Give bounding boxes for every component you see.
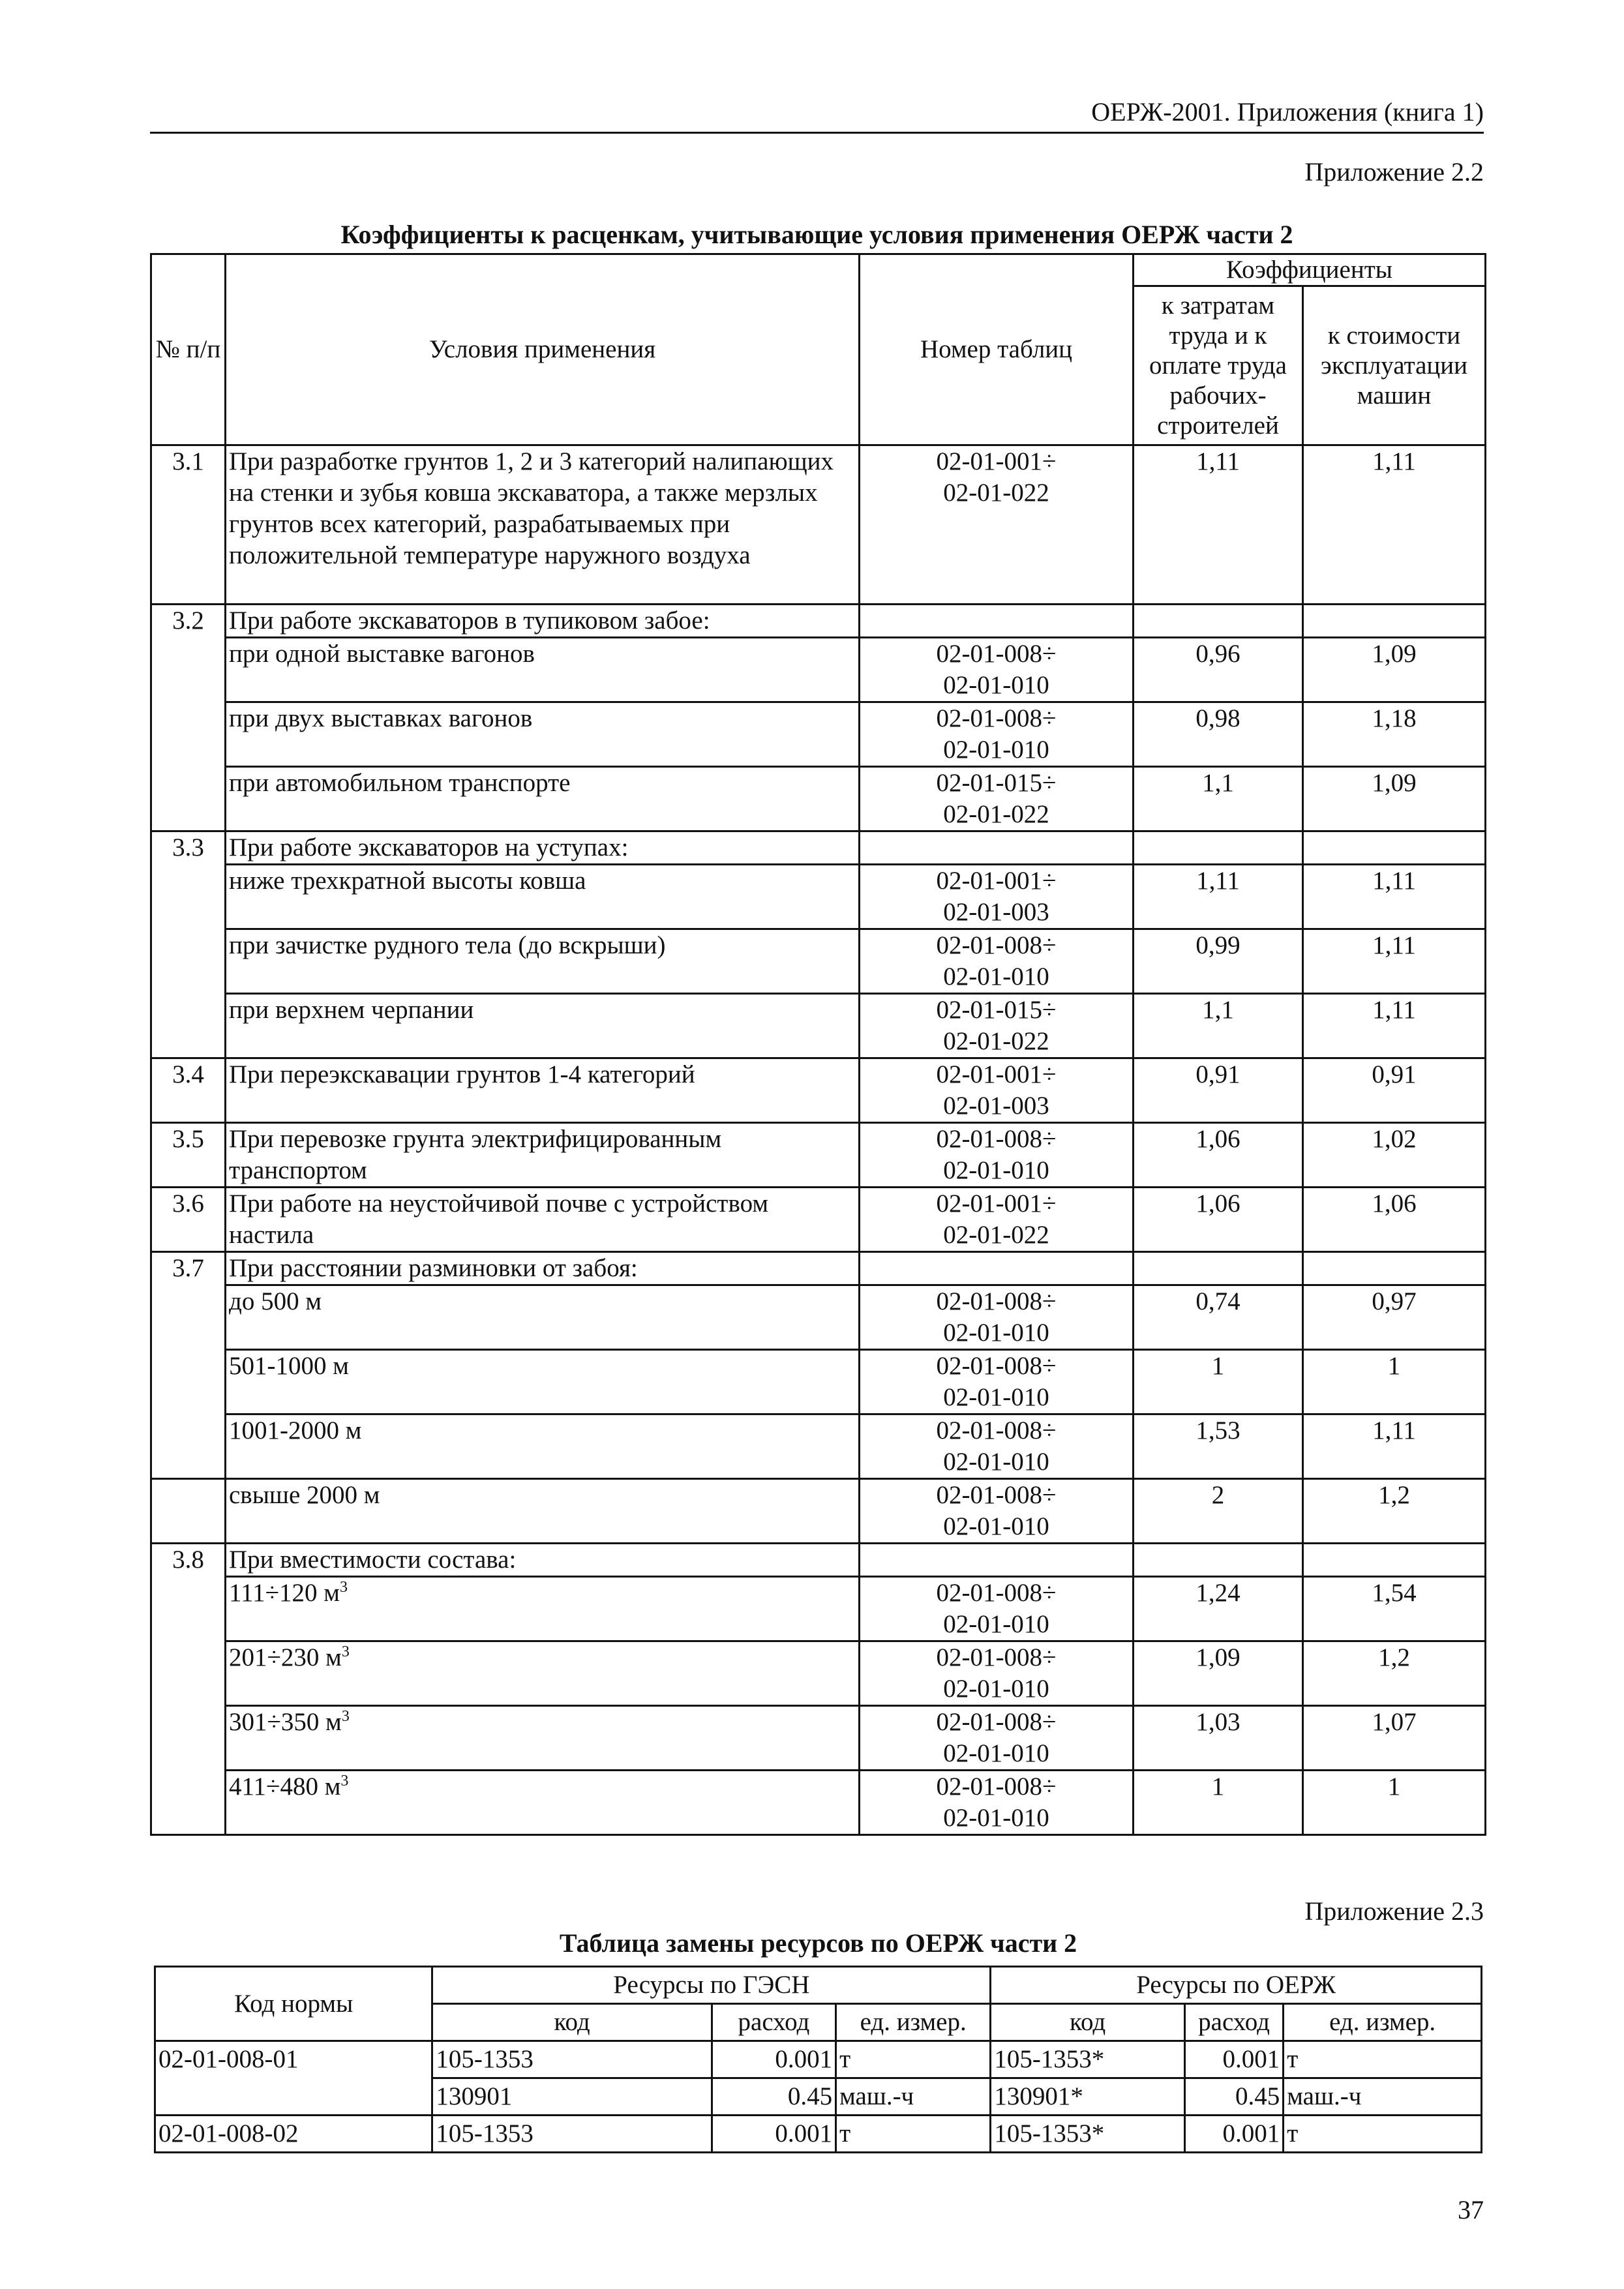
row-condition [226,1544,860,1577]
table-range-end: 02-01-010 [943,1156,1049,1184]
row-condition [226,767,860,831]
row-condition-text: При переэкскавации грунтов 1-4 категорий [229,1060,695,1088]
row-condition [226,1058,860,1123]
coefficients-table [150,253,1486,1836]
table-row [151,702,1486,767]
row-condition-text: 411÷480 м [229,1773,341,1801]
row-tables [860,1188,1134,1252]
row-condition [226,929,860,994]
row-machine-coef: 0,91 [1303,1058,1486,1123]
row-condition [226,1641,860,1706]
col-g-rate-header: расход [712,2004,835,2041]
row-tables [860,1123,1134,1188]
row-condition-text: при зачистке рудного тела (до вскрыши) [229,931,666,959]
row-labor-coef: 1,06 [1134,1188,1303,1252]
row-condition-text: При разработке грунтов 1, 2 и 3 категорий налипающих на стенки и зубья ковша экскаватора, а также мерзлых грунтов всех категорий, разрабатываемых при положительной температуре наружного воздуха [229,447,834,569]
table-row [151,1058,1486,1123]
row-tables [860,702,1134,767]
row-num: 3.1 [151,445,226,605]
row-condition-text: При расстоянии разминовки от забоя: [229,1254,638,1282]
table-row [151,1577,1486,1641]
table-range-end: 02-01-010 [943,1383,1049,1411]
row-num [151,865,226,929]
row-tables [860,767,1134,831]
row-condition [226,1123,860,1188]
table-row [151,1123,1486,1188]
row-num: 3.4 [151,1058,226,1123]
table-range-start: 02-01-008÷ [936,1708,1057,1736]
table-title: Коэффициенты к расценкам, учитывающие условия применения ОЕРЖ части 2 [340,220,1293,249]
table-range-end: 02-01-010 [943,736,1049,764]
col-conditions-header: Условия применения [226,254,860,445]
unit-superscript: 3 [341,1643,350,1660]
cell-gesn-rate: 0.45 [712,2078,835,2116]
row-tables [860,1414,1134,1479]
row-machine-coef: 1,11 [1303,1414,1486,1479]
table-range-end: 02-01-022 [943,800,1049,828]
row-tables [860,1706,1134,1771]
row-tables [860,1350,1134,1414]
table-row [151,1350,1486,1414]
row-condition [226,831,860,865]
row-machine-coef: 1,11 [1303,865,1486,929]
table-row [151,1285,1486,1350]
unit-superscript: 3 [341,1708,350,1725]
table-row [151,865,1486,929]
cell-gesn-unit: маш.-ч [836,2078,991,2116]
row-condition-text: При работе экскаваторов в тупиковом забое: [229,606,710,635]
table-range-start: 02-01-008÷ [936,1352,1057,1380]
row-machine-coef: 1,11 [1303,994,1486,1058]
table-row [151,445,1486,605]
row-condition-text: при автомобильном транспорте [229,769,571,797]
row-num [151,638,226,702]
table-range-start: 02-01-001÷ [936,1189,1057,1218]
row-condition-text: ниже трехкратной высоты ковша [229,867,586,895]
cell-oerzh-unit: т [1284,2041,1482,2078]
row-num [151,1285,226,1350]
unit-superscript: 3 [339,1579,348,1596]
row-machine-coef: 1,07 [1303,1706,1486,1771]
row-num: 3.5 [151,1123,226,1188]
table-range-start: 02-01-001÷ [936,867,1057,895]
cell-oerzh-code: 105-1353* [991,2041,1185,2078]
table-row [151,1479,1486,1544]
row-num [151,994,226,1058]
row-labor-coef [1134,605,1303,638]
row-num [151,1479,226,1544]
table-range-start: 02-01-001÷ [936,1060,1057,1088]
table-range-start: 02-01-001÷ [936,447,1057,475]
row-num [151,1706,226,1771]
col-g-unit-header: ед. измер. [836,2004,991,2041]
col-tables-header: Номер таблиц [860,254,1134,445]
table-range-end: 02-01-010 [943,1675,1049,1703]
row-num [151,1414,226,1479]
row-condition [226,605,860,638]
row-machine-coef: 1,2 [1303,1641,1486,1706]
row-machine-coef: 1,09 [1303,638,1486,702]
row-labor-coef: 1,1 [1134,767,1303,831]
row-condition [226,1414,860,1479]
cell-oerzh-rate: 0.001 [1184,2116,1283,2153]
table-range-end: 02-01-003 [943,1092,1049,1120]
col-o-rate-header: расход [1184,2004,1283,2041]
row-machine-coef: 1,11 [1303,929,1486,994]
row-condition-text: При перевозке грунта электрифицированным транспортом [229,1125,722,1184]
row-num: 3.7 [151,1252,226,1285]
row-labor-coef: 1,1 [1134,994,1303,1058]
row-tables [860,1285,1134,1350]
row-machine-coef [1303,605,1486,638]
row-machine-coef: 1,18 [1303,702,1486,767]
table-range-end: 02-01-022 [943,479,1049,507]
table-row [151,1414,1486,1479]
row-condition [226,1285,860,1350]
row-num [151,1641,226,1706]
cell-oerzh-unit: т [1284,2116,1482,2153]
row-tables [860,831,1134,865]
row-machine-coef: 1,02 [1303,1123,1486,1188]
appendix2-label: Приложение 2.3 [1304,1896,1484,1926]
row-labor-coef: 1,09 [1134,1641,1303,1706]
row-condition-text: При вместимости состава: [229,1546,517,1574]
table-range-start: 02-01-015÷ [936,996,1057,1024]
table-range-start: 02-01-008÷ [936,1643,1057,1671]
row-machine-coef [1303,1252,1486,1285]
table-row [151,1544,1486,1577]
row-condition [226,638,860,702]
row-labor-coef: 1,06 [1134,1123,1303,1188]
row-condition [226,865,860,929]
running-header: ОЕРЖ-2001. Приложения (книга 1) [1091,97,1484,127]
cell-gesn-unit: т [836,2116,991,2153]
row-num: 3.6 [151,1188,226,1252]
table-range-start: 02-01-008÷ [936,1481,1057,1509]
table2-title: Таблица замены ресурсов по ОЕРЖ части 2 [559,1928,1077,1958]
row-num [151,1577,226,1641]
row-condition [226,1479,860,1544]
table-range-start: 02-01-008÷ [936,640,1057,668]
table-range-start: 02-01-008÷ [936,1579,1057,1607]
table-range-start: 02-01-015÷ [936,769,1057,797]
row-tables [860,865,1134,929]
cell-oerzh-code: 105-1353* [991,2116,1185,2153]
row-machine-coef: 1,06 [1303,1188,1486,1252]
row-labor-coef: 1 [1134,1771,1303,1835]
row-labor-coef [1134,1252,1303,1285]
row-tables [860,1479,1134,1544]
row-condition-text: 1001-2000 м [229,1416,362,1444]
table-range-start: 02-01-008÷ [936,1416,1057,1444]
row-condition [226,1706,860,1771]
table-row [155,2041,1482,2078]
col-coef-group-header: Коэффициенты [1134,254,1486,286]
table-range-end: 02-01-010 [943,1448,1049,1476]
row-condition [226,1188,860,1252]
table-row [151,605,1486,638]
table-row [151,1252,1486,1285]
table-range-end: 02-01-010 [943,1804,1049,1832]
row-condition [226,1252,860,1285]
cell-gesn-rate: 0.001 [712,2116,835,2153]
cell-gesn-unit: т [836,2041,991,2078]
row-labor-coef: 1,03 [1134,1706,1303,1771]
header-rule [150,132,1484,134]
col-code-norm-header: Код нормы [155,1967,432,2041]
row-num [151,929,226,994]
row-condition-text: при верхнем черпании [229,996,474,1024]
table-row [151,767,1486,831]
row-tables [860,1641,1134,1706]
cell-gesn-code: 105-1353 [432,2116,712,2153]
table-range-end: 02-01-010 [943,671,1049,699]
row-tables [860,1252,1134,1285]
row-condition-text: при одной выставке вагонов [229,640,535,668]
row-tables [860,994,1134,1058]
table-row [151,1188,1486,1252]
row-condition [226,994,860,1058]
row-condition-text: 201÷230 м [229,1643,342,1671]
row-condition-text: При работе экскаваторов на уступах: [229,833,629,861]
row-tables [860,1577,1134,1641]
row-labor-coef: 1,53 [1134,1414,1303,1479]
cell-gesn-code: 130901 [432,2078,712,2116]
row-num: 3.3 [151,831,226,865]
cell-gesn-rate: 0.001 [712,2041,835,2078]
row-machine-coef [1303,831,1486,865]
table-range-start: 02-01-008÷ [936,704,1057,732]
row-labor-coef: 2 [1134,1479,1303,1544]
table-range-end: 02-01-022 [943,1221,1049,1249]
row-tables [860,1544,1134,1577]
row-labor-coef: 0,74 [1134,1285,1303,1350]
row-num: 3.2 [151,605,226,638]
table-row [151,1771,1486,1835]
page-number: 37 [1458,2195,1484,2224]
table-row [151,1641,1486,1706]
row-condition-text: до 500 м [229,1287,322,1315]
row-condition-text: при двух выставках вагонов [229,704,533,732]
cell-norm-code [155,2078,432,2116]
table-range-end: 02-01-003 [943,898,1049,926]
row-condition [226,1577,860,1641]
row-machine-coef: 1 [1303,1771,1486,1835]
row-machine-coef: 1,11 [1303,445,1486,605]
col-o-unit-header: ед. измер. [1284,2004,1482,2041]
row-tables [860,1058,1134,1123]
row-labor-coef [1134,831,1303,865]
row-tables [860,445,1134,605]
col-o-code-header: код [991,2004,1185,2041]
row-num [151,1771,226,1835]
table-range-start: 02-01-008÷ [936,1287,1057,1315]
row-labor-coef [1134,1544,1303,1577]
col-num-header: № п/п [151,254,226,445]
col-labor-header: к затратам труда и к оплате труда рабочих-строителей [1134,286,1303,445]
row-labor-coef: 0,91 [1134,1058,1303,1123]
row-labor-coef: 0,96 [1134,638,1303,702]
row-condition-text: 301÷350 м [229,1708,342,1736]
row-machine-coef: 1 [1303,1350,1486,1414]
table-range-end: 02-01-010 [943,1739,1049,1767]
cell-oerzh-rate: 0.45 [1184,2078,1283,2116]
col-gesn-header: Ресурсы по ГЭСН [432,1967,991,2004]
table-row [155,2078,1482,2116]
row-condition-text: 111÷120 м [229,1579,340,1607]
cell-oerzh-rate: 0.001 [1184,2041,1283,2078]
resources-table [154,1966,1482,2153]
col-g-code-header: код [432,2004,712,2041]
cell-oerzh-unit: маш.-ч [1284,2078,1482,2116]
table-range-start: 02-01-008÷ [936,1125,1057,1153]
row-tables [860,605,1134,638]
cell-norm-code: 02-01-008-01 [155,2041,432,2078]
table-range-end: 02-01-010 [943,1319,1049,1347]
table-row [151,929,1486,994]
table-row [155,2116,1482,2153]
row-tables [860,638,1134,702]
row-machine-coef: 1,2 [1303,1479,1486,1544]
row-condition [226,1771,860,1835]
cell-norm-code: 02-01-008-02 [155,2116,432,2153]
row-tables [860,929,1134,994]
row-tables [860,1771,1134,1835]
row-labor-coef: 1 [1134,1350,1303,1414]
row-num: 3.8 [151,1544,226,1577]
row-labor-coef: 0,98 [1134,702,1303,767]
row-machine-coef [1303,1544,1486,1577]
table-range-start: 02-01-008÷ [936,931,1057,959]
row-num [151,767,226,831]
cell-gesn-code: 105-1353 [432,2041,712,2078]
row-condition-text: При работе на неустойчивой почве с устройством настила [229,1189,769,1249]
table-row [151,994,1486,1058]
row-condition [226,445,860,605]
row-machine-coef: 1,09 [1303,767,1486,831]
row-labor-coef: 1,24 [1134,1577,1303,1641]
row-condition [226,702,860,767]
row-labor-coef: 1,11 [1134,445,1303,605]
row-condition-text: свыше 2000 м [229,1481,380,1509]
table-range-end: 02-01-010 [943,1610,1049,1638]
col-oerzh-header: Ресурсы по ОЕРЖ [991,1967,1482,2004]
unit-superscript: 3 [340,1773,349,1789]
table-range-start: 02-01-008÷ [936,1773,1057,1801]
appendix-label: Приложение 2.2 [1304,157,1484,187]
table-range-end: 02-01-022 [943,1027,1049,1055]
row-machine-coef: 0,97 [1303,1285,1486,1350]
row-condition-text: 501-1000 м [229,1352,349,1380]
table-range-end: 02-01-010 [943,1512,1049,1540]
row-labor-coef: 0,99 [1134,929,1303,994]
row-num [151,702,226,767]
table-row [151,831,1486,865]
table-row [151,1706,1486,1771]
table-row [151,638,1486,702]
row-machine-coef: 1,54 [1303,1577,1486,1641]
table-range-end: 02-01-010 [943,963,1049,991]
row-num [151,1350,226,1414]
cell-oerzh-code: 130901* [991,2078,1185,2116]
row-condition [226,1350,860,1414]
col-machines-header: к стоимости эксплуатации машин [1303,286,1486,445]
row-labor-coef: 1,11 [1134,865,1303,929]
